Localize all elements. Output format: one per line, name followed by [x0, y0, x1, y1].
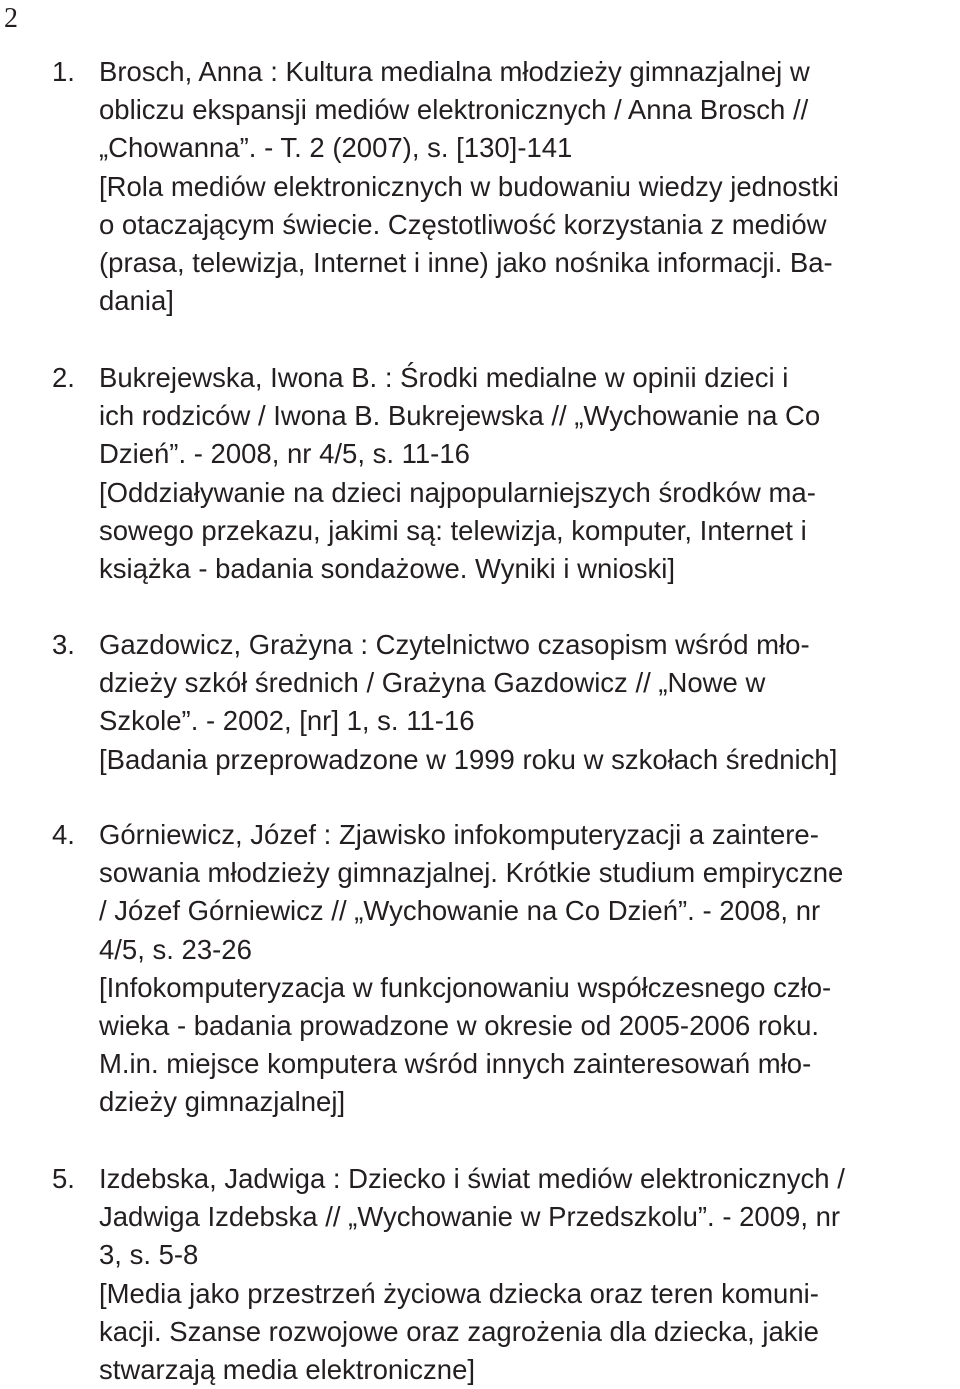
entry-number: 4. — [52, 819, 75, 850]
entry-text — [99, 53, 839, 320]
entry-line: 3, s. 5-8 — [99, 1239, 199, 1271]
entry-line: [Media jako przestrzeń życiowa dziecka oraz teren komuni- — [99, 1277, 819, 1309]
entry-line: / Józef Górniewicz // „Wychowanie na Co Dzień”. - 2008, nr — [99, 895, 821, 927]
entry-number: 1. — [52, 56, 75, 87]
entry-line: [Rola mediów elektronicznych w budowaniu wiedzy jednostki — [99, 170, 839, 202]
entry-line: stwarzają media elektroniczne] — [99, 1353, 476, 1385]
entry-line: dania] — [99, 285, 174, 317]
entry-line: kacji. Szanse rozwojowe oraz zagrożenia dla dziecka, jakie — [99, 1315, 819, 1347]
entry-line: Gazdowicz, Grażyna : Czytelnictwo czasopism wśród mło- — [99, 629, 810, 660]
page-number: 2 — [4, 3, 18, 34]
entry-number: 5. — [52, 1163, 75, 1194]
entry-line: Bukrejewska, Iwona B. : Środki medialne w opinii dzieci i — [99, 362, 789, 393]
entry-number: 3. — [52, 629, 75, 660]
entry-line: ich rodziców / Iwona B. Bukrejewska // „Wychowanie na Co — [99, 400, 821, 432]
entry-line: dzieży gimnazjalnej] — [99, 1086, 346, 1118]
entry-line: obliczu ekspansji mediów elektronicznych / Anna Brosch // — [99, 94, 809, 126]
entry-line: o otaczającym świecie. Częstotliwość korzystania z mediów — [99, 208, 827, 240]
entry-text — [99, 626, 837, 779]
entry-line: Izdebska, Jadwiga : Dziecko i świat mediów elektronicznych / — [99, 1163, 845, 1194]
entry-text — [99, 816, 843, 1122]
entry-line: wieka - badania prowadzone w okresie od 2005-2006 roku. — [99, 1009, 820, 1041]
entry-line: Brosch, Anna : Kultura medialna młodzieży gimnazjalnej w — [99, 56, 810, 87]
entry-text — [99, 1160, 845, 1389]
entry-line: M.in. miejsce komputera wśród innych zainteresowań mło- — [99, 1048, 812, 1080]
entry-line: Dzień”. - 2008, nr 4/5, s. 11-16 — [99, 438, 470, 470]
entry-line: Szkole”. - 2002, [nr] 1, s. 11-16 — [99, 705, 475, 737]
entry-line: sowego przekazu, jakimi są: telewizja, komputer, Internet i — [99, 514, 807, 546]
entry-number: 2. — [52, 362, 75, 393]
entry-text — [99, 359, 820, 588]
entry-line: książka - badania sondażowe. Wyniki i wnioski] — [99, 552, 675, 584]
entry-line: 4/5, s. 23-26 — [99, 933, 252, 965]
entry-line: Jadwiga Izdebska // „Wychowanie w Przedszkolu”. - 2009, nr — [99, 1201, 841, 1233]
entry-line: [Infokomputeryzacja w funkcjonowaniu współczesnego czło- — [99, 971, 832, 1003]
entry-line: Górniewicz, Józef : Zjawisko infokomputeryzacji a zaintere- — [99, 819, 819, 850]
entry-line: dzieży szkół średnich / Grażyna Gazdowicz // „Nowe w — [99, 667, 766, 699]
entry-line: sowania młodzieży gimnazjalnej. Krótkie studium empiryczne — [99, 857, 844, 889]
entry-line: „Chowanna”. - T. 2 (2007), s. [130]-141 — [99, 132, 573, 164]
entry-line: [Badania przeprowadzone w 1999 roku w szkołach średnich] — [99, 743, 838, 775]
entry-line: (prasa, telewizja, Internet i inne) jako nośnika informacji. Ba- — [99, 246, 833, 278]
entry-line: [Oddziaływanie na dzieci najpopularniejszych środków ma- — [99, 476, 816, 508]
